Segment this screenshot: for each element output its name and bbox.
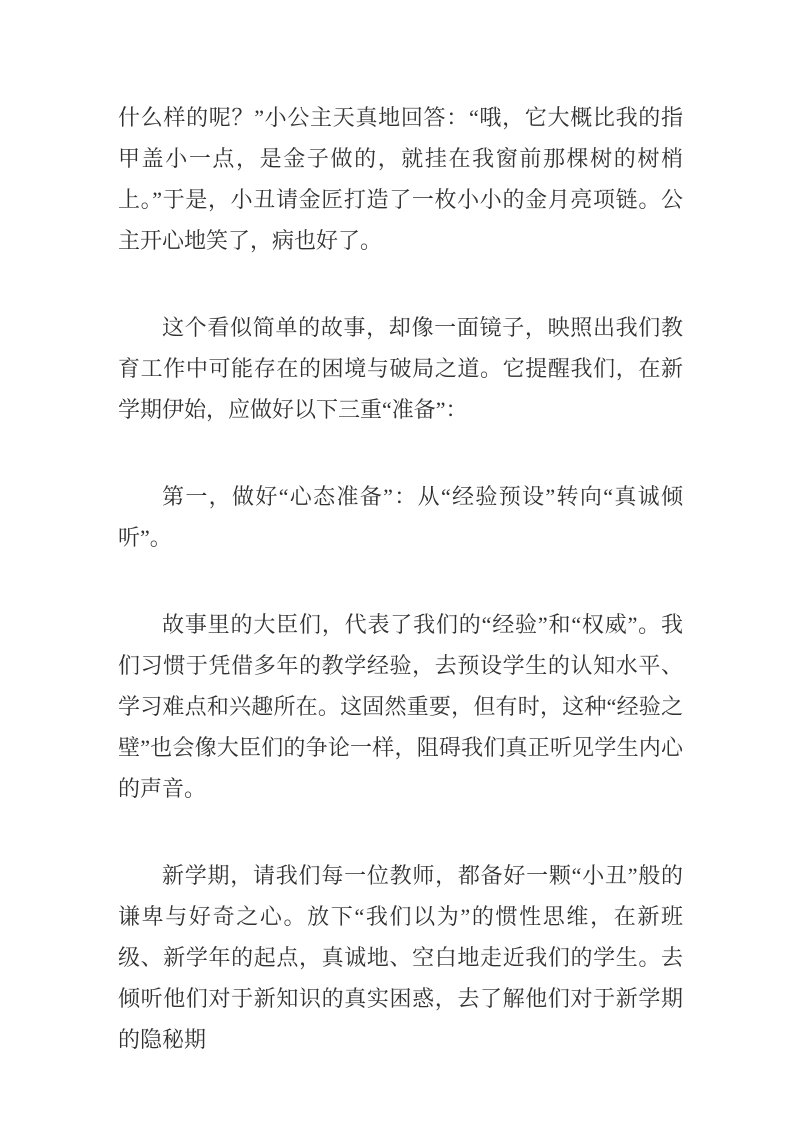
paragraph-new-semester-advice: 新学期，请我们每一位教师，都备好一颗“小丑”般的谦卑与好奇之心。放下“我们以为”的惯性思维，在新班级、新学年的起点，真诚地、空白地走近我们的学生。去倾听他们对于新知识的真实困惑，去了解他们对于新学期的隐秘期	[118, 863, 683, 1052]
document-body	[118, 97, 683, 1060]
paragraph-story-ending: 什么样的呢？”小公主天真地回答：“哦，它大概比我的指甲盖小一点，是金子做的，就挂在我窗前那棵树的树梢上。”于是，小丑请金匠打造了一枚小小的金月亮项链。公主开心地笑了，病也好了。	[118, 105, 683, 253]
paragraph-first-point-heading: 第一，做好“心态准备”：从“经验预设”转向“真诚倾听”。	[118, 484, 683, 550]
paragraph-story-reflection: 这个看似简单的故事，却像一面镜子，映照出我们教育工作中可能存在的困境与破局之道。它提醒我们，在新学期伊始，应做好以下三重“准备”：	[118, 315, 683, 422]
paragraph-experience-wall: 故事里的大臣们，代表了我们的“经验”和“权威”。我们习惯于凭借多年的教学经验，去预设学生的认知水平、学习难点和兴趣所在。这固然重要，但有时，这种“经验之壁”也会像大臣们的争论一样，阻碍我们真正听见学生内心的声音。	[118, 612, 683, 801]
